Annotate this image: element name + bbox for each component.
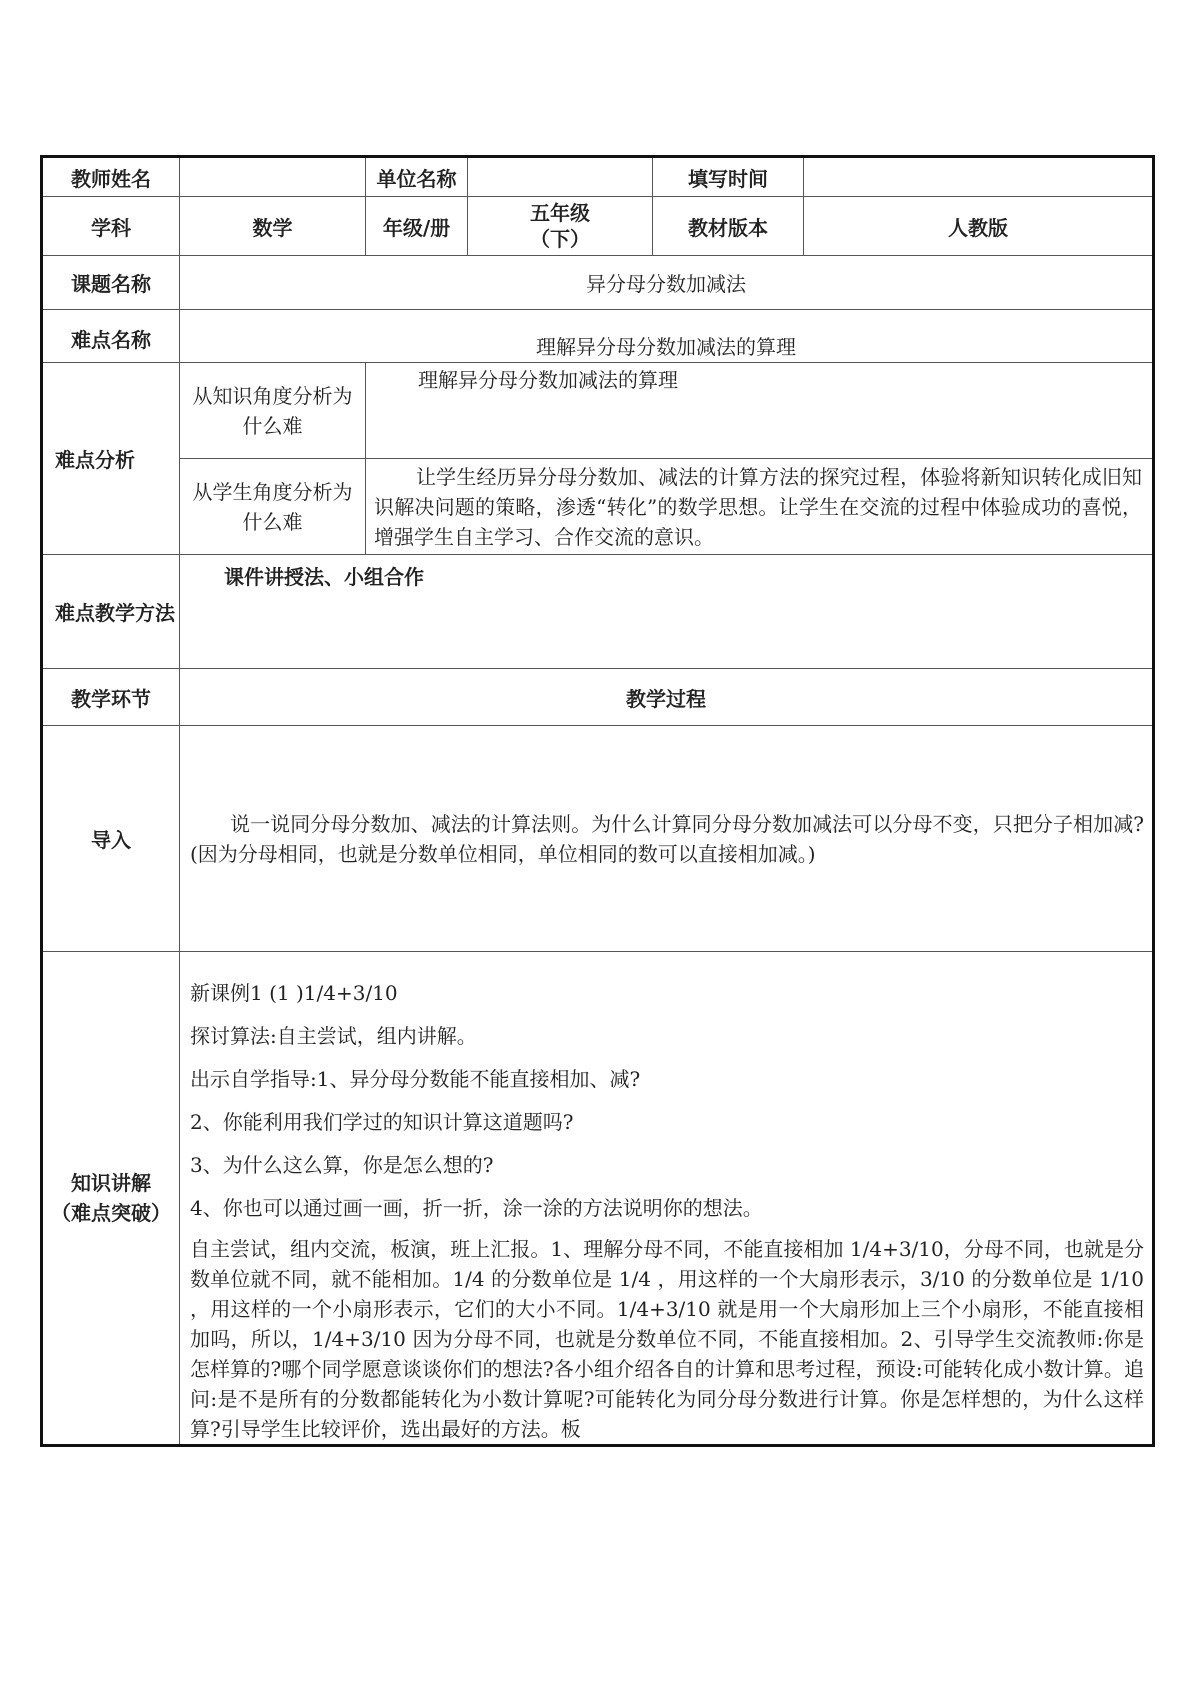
- student-angle-value: [366, 459, 1154, 555]
- knowledge-label-line1: 知识讲解: [71, 1171, 151, 1195]
- intro-cell: [180, 726, 1154, 952]
- knowledge-line: 4、你也可以通过画一画，折一折，涂一涂的方法说明你的想法。: [190, 1196, 763, 1220]
- grade-value-line2: （下）: [530, 227, 590, 251]
- grade-value: [468, 197, 653, 256]
- process-label: 教学过程: [180, 669, 1154, 726]
- topic-label: 课题名称: [42, 256, 180, 310]
- analysis-row-student: [42, 459, 1154, 555]
- unit-name-value: [468, 157, 653, 197]
- knowledge-angle-label-text: 从知识角度分析为什么难: [192, 383, 353, 438]
- knowledge-label-line2: （难点突破）: [51, 1201, 171, 1225]
- topic-row: [42, 256, 1154, 310]
- knowledge-cell: [180, 952, 1154, 1446]
- topic-value: 异分母分数加减法: [180, 256, 1154, 310]
- intro-row: [42, 726, 1154, 952]
- process-header-row: [42, 669, 1154, 726]
- intro-label: 导入: [42, 726, 180, 952]
- header-row-2: [42, 197, 1154, 256]
- knowledge-angle-value-text: 理解异分母分数加减法的算理: [418, 368, 678, 392]
- header-row-1: [42, 157, 1154, 197]
- difficulty-row: [42, 310, 1154, 363]
- knowledge-row: [42, 952, 1154, 1446]
- lesson-table: [40, 155, 1155, 1447]
- method-value: 课件讲授法、小组合作: [224, 565, 424, 589]
- textbook-value: 人教版: [804, 197, 1154, 256]
- intro-text: 说一说同分母分数加、减法的计算法则。为什么计算同分母分数加减法可以分母不变，只把分子相加减?(因为分母相同，也就是分数单位相同，单位相同的数可以直接相加减。): [190, 811, 1144, 866]
- knowledge-paragraph: 自主尝试，组内交流，板演，班上汇报。1、理解分母不同，不能直接相加 1/4+3/10，分母不同，也就是分数单位就不同，就不能相加。1/4 的分数单位是 1/4 ，用这样的一个大扇形表示，3/10 的分数单位是 1/10 ，用这样的一个小扇形表示，它们的大小不同。1/4+3/10 就是用一个大扇形加上三个小扇形，不能直接相加吗，所以，1/4+3/10 因为分母不同，也就是分数单位不同，不能直接相加。2、引导学生交流教师:你是怎样算的?哪个同学愿意谈谈你们的想法?各小组介绍各自的计算和思考过程，预设:可能转化成小数计算。追问:是不是所有的分数都能转化为小数计算呢?可能转化为同分母分数进行计算。你是怎样想的，为什么这样算?引导学生比较评价，选出最好的方法。板: [190, 1237, 1144, 1441]
- fill-time-value: [804, 157, 1154, 197]
- student-angle-label-text: 从学生角度分析为什么难: [192, 479, 353, 534]
- method-row: [42, 555, 1154, 669]
- method-label: 难点教学方法: [42, 555, 180, 669]
- difficulty-label: 难点名称: [42, 310, 180, 363]
- difficulty-value: [180, 310, 1154, 363]
- knowledge-label: [42, 952, 180, 1446]
- student-angle-value-text: 让学生经历异分母分数加、减法的计算方法的探究过程，体验将新知识转化成旧知识解决问题的策略，渗透“转化”的数学思想。让学生在交流的过程中体验成功的喜悦，增强学生自主学习、合作交流的意识。: [374, 464, 1142, 549]
- teacher-name-label: 教师姓名: [42, 157, 180, 197]
- knowledge-line: 探讨算法:自主尝试，组内讲解。: [190, 1024, 477, 1048]
- subject-value: 数学: [180, 197, 366, 256]
- knowledge-line: 新课例1 (1 )1/4+3/10: [190, 981, 398, 1005]
- lesson-form: [40, 155, 1152, 1447]
- grade-value-line1: 五年级: [530, 201, 590, 225]
- subject-label: 学科: [42, 197, 180, 256]
- knowledge-line: 2、你能利用我们学过的知识计算这道题吗?: [190, 1110, 574, 1134]
- analysis-label: 难点分析: [42, 363, 180, 555]
- fill-time-label: 填写时间: [653, 157, 804, 197]
- student-angle-label: [180, 459, 366, 555]
- knowledge-line: 3、为什么这么算，你是怎么想的?: [190, 1153, 494, 1177]
- textbook-label: 教材版本: [653, 197, 804, 256]
- knowledge-line: 出示自学指导:1、异分母分数能不能直接相加、减?: [190, 1067, 641, 1091]
- analysis-row-knowledge: [42, 363, 1154, 459]
- method-value-cell: [180, 555, 1154, 669]
- unit-name-label: 单位名称: [366, 157, 468, 197]
- knowledge-angle-label: [180, 363, 366, 459]
- difficulty-value-text: 理解异分母分数加减法的算理: [536, 335, 796, 359]
- knowledge-angle-value: [366, 363, 1154, 459]
- teacher-name-value: [180, 157, 366, 197]
- stage-label: 教学环节: [42, 669, 180, 726]
- grade-label: 年级/册: [366, 197, 468, 256]
